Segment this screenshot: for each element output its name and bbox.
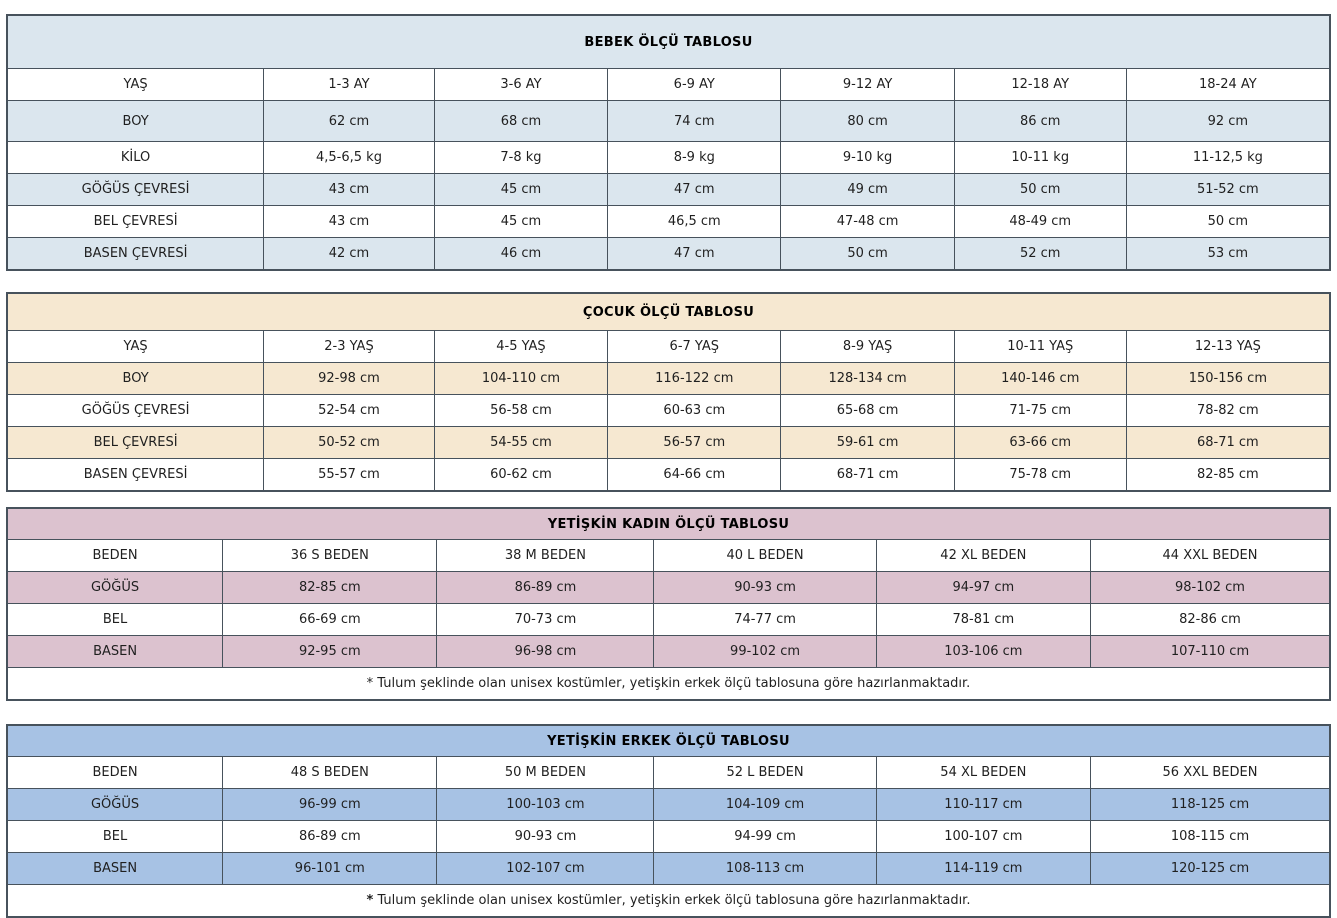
column-header: 36 S BEDEN bbox=[223, 540, 437, 572]
table-cell: 64-66 cm bbox=[608, 459, 781, 492]
column-header: 56 XXL BEDEN bbox=[1090, 757, 1330, 789]
table-cell: 128-134 cm bbox=[781, 363, 954, 395]
row-label: BEL bbox=[7, 821, 223, 853]
column-header: 10-11 YAŞ bbox=[954, 331, 1126, 363]
table-cell: 100-103 cm bbox=[437, 789, 654, 821]
table-cell: 47 cm bbox=[608, 238, 781, 271]
table-cell: 10-11 kg bbox=[954, 142, 1126, 174]
row-label: BOY bbox=[7, 101, 264, 142]
table-cell: 53 cm bbox=[1126, 238, 1330, 271]
footnote bbox=[7, 668, 1330, 701]
table-cell: 92 cm bbox=[1126, 101, 1330, 142]
table-header-row bbox=[7, 757, 1330, 789]
table-cell: 43 cm bbox=[264, 174, 435, 206]
table-title-row bbox=[7, 15, 1330, 69]
table-row bbox=[7, 101, 1330, 142]
table-cell: 71-75 cm bbox=[954, 395, 1126, 427]
child-size-table bbox=[6, 292, 1331, 492]
table-cell: 45 cm bbox=[434, 206, 607, 238]
table-row bbox=[7, 821, 1330, 853]
row-label: GÖĞÜS ÇEVRESİ bbox=[7, 395, 264, 427]
table-cell: 51-52 cm bbox=[1126, 174, 1330, 206]
table-cell: 68 cm bbox=[434, 101, 607, 142]
table-cell: 82-85 cm bbox=[223, 572, 437, 604]
table-row bbox=[7, 238, 1330, 271]
column-header: 3-6 AY bbox=[434, 69, 607, 101]
table-cell: 47 cm bbox=[608, 174, 781, 206]
adult-women-size-table bbox=[6, 507, 1331, 701]
table-cell: 82-86 cm bbox=[1090, 604, 1330, 636]
table-cell: 140-146 cm bbox=[954, 363, 1126, 395]
table-cell: 110-117 cm bbox=[876, 789, 1090, 821]
table-cell: 94-97 cm bbox=[876, 572, 1090, 604]
table-cell: 52-54 cm bbox=[264, 395, 435, 427]
adult-men-size-table bbox=[6, 724, 1331, 918]
table-row bbox=[7, 789, 1330, 821]
table-title-row bbox=[7, 725, 1330, 757]
table-cell: 70-73 cm bbox=[437, 604, 654, 636]
table-cell: 68-71 cm bbox=[1126, 427, 1330, 459]
table-cell: 46 cm bbox=[434, 238, 607, 271]
table-cell: 46,5 cm bbox=[608, 206, 781, 238]
row-label: BEL ÇEVRESİ bbox=[7, 206, 264, 238]
table-cell: 56-57 cm bbox=[608, 427, 781, 459]
table-cell: 75-78 cm bbox=[954, 459, 1126, 492]
table-cell: 96-99 cm bbox=[223, 789, 437, 821]
row-label: BASEN bbox=[7, 636, 223, 668]
table-cell: 4,5-6,5 kg bbox=[264, 142, 435, 174]
table-cell: 96-98 cm bbox=[437, 636, 654, 668]
table-cell: 74 cm bbox=[608, 101, 781, 142]
table-cell: 50 cm bbox=[781, 238, 954, 271]
table-cell: 116-122 cm bbox=[608, 363, 781, 395]
table-cell: 114-119 cm bbox=[876, 853, 1090, 885]
table-row bbox=[7, 142, 1330, 174]
row-label: GÖĞÜS bbox=[7, 572, 223, 604]
table-cell: 63-66 cm bbox=[954, 427, 1126, 459]
footnote bbox=[7, 885, 1330, 918]
column-header: 8-9 YAŞ bbox=[781, 331, 954, 363]
table-row bbox=[7, 363, 1330, 395]
table-cell: 86-89 cm bbox=[223, 821, 437, 853]
footnote-asterisk: * bbox=[366, 676, 374, 691]
table-cell: 60-62 cm bbox=[434, 459, 607, 492]
table-cell: 48-49 cm bbox=[954, 206, 1126, 238]
table-header-row bbox=[7, 540, 1330, 572]
column-header: 38 M BEDEN bbox=[437, 540, 654, 572]
table-cell: 96-101 cm bbox=[223, 853, 437, 885]
table-cell: 65-68 cm bbox=[781, 395, 954, 427]
column-header: 52 L BEDEN bbox=[654, 757, 876, 789]
row-label: YAŞ bbox=[7, 331, 264, 363]
table-cell: 102-107 cm bbox=[437, 853, 654, 885]
table-row bbox=[7, 636, 1330, 668]
table-title-row bbox=[7, 293, 1330, 331]
table-cell: 50-52 cm bbox=[264, 427, 435, 459]
table-cell: 118-125 cm bbox=[1090, 789, 1330, 821]
column-header: 44 XXL BEDEN bbox=[1090, 540, 1330, 572]
table-title-row bbox=[7, 508, 1330, 540]
table-cell: 68-71 cm bbox=[781, 459, 954, 492]
row-label: BASEN bbox=[7, 853, 223, 885]
table-cell: 56-58 cm bbox=[434, 395, 607, 427]
table-cell: 66-69 cm bbox=[223, 604, 437, 636]
row-label: BOY bbox=[7, 363, 264, 395]
table-row bbox=[7, 395, 1330, 427]
column-header: 6-7 YAŞ bbox=[608, 331, 781, 363]
table-cell: 94-99 cm bbox=[654, 821, 876, 853]
table-cell: 98-102 cm bbox=[1090, 572, 1330, 604]
baby-table-title: BEBEK ÖLÇÜ TABLOSU bbox=[7, 15, 1330, 69]
table-cell: 50 cm bbox=[1126, 206, 1330, 238]
table-cell: 86-89 cm bbox=[437, 572, 654, 604]
table-cell: 92-98 cm bbox=[264, 363, 435, 395]
column-header: 1-3 AY bbox=[264, 69, 435, 101]
table-cell: 104-109 cm bbox=[654, 789, 876, 821]
table-cell: 50 cm bbox=[954, 174, 1126, 206]
row-label: BASEN ÇEVRESİ bbox=[7, 238, 264, 271]
column-header: 6-9 AY bbox=[608, 69, 781, 101]
row-label: BEDEN bbox=[7, 757, 223, 789]
table-cell: 54-55 cm bbox=[434, 427, 607, 459]
table-cell: 62 cm bbox=[264, 101, 435, 142]
row-label: BASEN ÇEVRESİ bbox=[7, 459, 264, 492]
column-header: 54 XL BEDEN bbox=[876, 757, 1090, 789]
table-row bbox=[7, 572, 1330, 604]
child-table-title: ÇOCUK ÖLÇÜ TABLOSU bbox=[7, 293, 1330, 331]
table-row bbox=[7, 853, 1330, 885]
table-cell: 55-57 cm bbox=[264, 459, 435, 492]
table-cell: 104-110 cm bbox=[434, 363, 607, 395]
column-header: 2-3 YAŞ bbox=[264, 331, 435, 363]
table-row bbox=[7, 427, 1330, 459]
table-cell: 42 cm bbox=[264, 238, 435, 271]
row-label: YAŞ bbox=[7, 69, 264, 101]
column-header: 50 M BEDEN bbox=[437, 757, 654, 789]
adult-women-table-title: YETİŞKİN KADIN ÖLÇÜ TABLOSU bbox=[7, 508, 1330, 540]
table-cell: 78-82 cm bbox=[1126, 395, 1330, 427]
table-cell: 47-48 cm bbox=[781, 206, 954, 238]
row-label: KİLO bbox=[7, 142, 264, 174]
row-label: BEDEN bbox=[7, 540, 223, 572]
table-header-row bbox=[7, 69, 1330, 101]
table-cell: 60-63 cm bbox=[608, 395, 781, 427]
column-header: 9-12 AY bbox=[781, 69, 954, 101]
table-cell: 49 cm bbox=[781, 174, 954, 206]
table-cell: 82-85 cm bbox=[1126, 459, 1330, 492]
table-row bbox=[7, 206, 1330, 238]
table-row bbox=[7, 174, 1330, 206]
table-row bbox=[7, 459, 1330, 492]
column-header: 40 L BEDEN bbox=[654, 540, 876, 572]
adult-men-table-title: YETİŞKİN ERKEK ÖLÇÜ TABLOSU bbox=[7, 725, 1330, 757]
table-cell: 7-8 kg bbox=[434, 142, 607, 174]
table-cell: 59-61 cm bbox=[781, 427, 954, 459]
table-cell: 9-10 kg bbox=[781, 142, 954, 174]
table-cell: 80 cm bbox=[781, 101, 954, 142]
table-cell: 107-110 cm bbox=[1090, 636, 1330, 668]
baby-size-table bbox=[6, 14, 1331, 271]
table-cell: 86 cm bbox=[954, 101, 1126, 142]
row-label: BEL bbox=[7, 604, 223, 636]
table-cell: 78-81 cm bbox=[876, 604, 1090, 636]
table-cell: 45 cm bbox=[434, 174, 607, 206]
footnote-text: Tulum şeklinde olan unisex kostümler, yetişkin erkek ölçü tablosuna göre hazırlanmaktadır. bbox=[373, 893, 971, 908]
table-row bbox=[7, 604, 1330, 636]
column-header: 42 XL BEDEN bbox=[876, 540, 1090, 572]
table-cell: 43 cm bbox=[264, 206, 435, 238]
table-cell: 11-12,5 kg bbox=[1126, 142, 1330, 174]
table-cell: 99-102 cm bbox=[654, 636, 876, 668]
column-header: 12-18 AY bbox=[954, 69, 1126, 101]
table-cell: 90-93 cm bbox=[437, 821, 654, 853]
column-header: 48 S BEDEN bbox=[223, 757, 437, 789]
table-cell: 8-9 kg bbox=[608, 142, 781, 174]
table-cell: 90-93 cm bbox=[654, 572, 876, 604]
row-label: GÖĞÜS bbox=[7, 789, 223, 821]
column-header: 4-5 YAŞ bbox=[434, 331, 607, 363]
footnote-asterisk: * bbox=[366, 893, 374, 908]
column-header: 12-13 YAŞ bbox=[1126, 331, 1330, 363]
table-cell: 52 cm bbox=[954, 238, 1126, 271]
table-cell: 74-77 cm bbox=[654, 604, 876, 636]
table-footnote-row bbox=[7, 668, 1330, 701]
column-header: 18-24 AY bbox=[1126, 69, 1330, 101]
table-cell: 120-125 cm bbox=[1090, 853, 1330, 885]
table-cell: 108-113 cm bbox=[654, 853, 876, 885]
table-cell: 150-156 cm bbox=[1126, 363, 1330, 395]
row-label: BEL ÇEVRESİ bbox=[7, 427, 264, 459]
table-header-row bbox=[7, 331, 1330, 363]
table-footnote-row bbox=[7, 885, 1330, 918]
table-cell: 100-107 cm bbox=[876, 821, 1090, 853]
footnote-text: Tulum şeklinde olan unisex kostümler, yetişkin erkek ölçü tablosuna göre hazırlanmaktadır. bbox=[373, 676, 971, 691]
table-cell: 103-106 cm bbox=[876, 636, 1090, 668]
row-label: GÖĞÜS ÇEVRESİ bbox=[7, 174, 264, 206]
table-cell: 108-115 cm bbox=[1090, 821, 1330, 853]
table-cell: 92-95 cm bbox=[223, 636, 437, 668]
